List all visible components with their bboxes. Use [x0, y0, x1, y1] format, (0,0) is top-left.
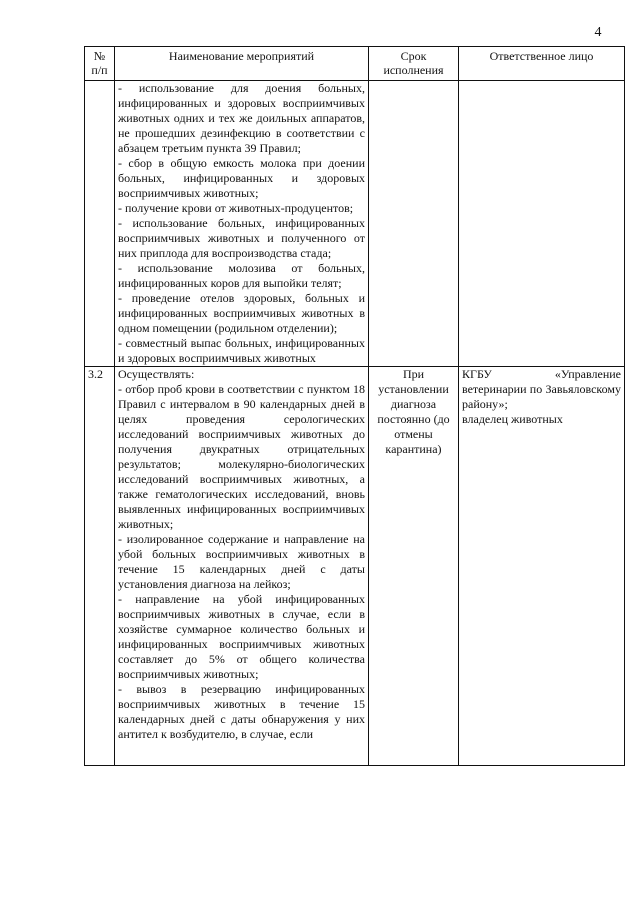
list-item: - отбор проб крови в соответствии с пунктом 18 Правил с интервалом в 90 календарных дней в целях проведения серологических исследований восприимчивых животных до получения двукратных отрицательных результатов; молекулярно-биологических исследований восприимчивых животных, а также гематологических исследований, вновь выявленных инфицированных восприимчивых животных;	[118, 382, 365, 531]
list-item: - использование для доения больных, инфицированных и здоровых восприимчивых животных одних и тех же доильных аппаратов, не прошедших дезинфекцию в соответствии с абзацем третьим пункта 39 Правил;	[118, 81, 365, 155]
header-responsible	[459, 47, 625, 81]
responsible-org: КГБУ «Управление ветеринарии по Завьяловскому району»;	[462, 367, 621, 411]
list-item: - направление на убой инфицированных восприимчивых животных в случае, если в хозяйстве суммарное количество больных и инфицированных восприимчивых животных составляет до 5% от общего количества восприимчивых животных;	[118, 592, 365, 681]
header-term-text: Срок исполнения	[383, 49, 444, 77]
cell-num-empty	[85, 81, 115, 367]
list-item: - совместный выпас больных, инфицированных и здоровых восприимчивых животных	[118, 336, 365, 365]
cell-responsible	[459, 367, 625, 766]
cell-responsible-empty	[459, 81, 625, 367]
cell-term-empty	[369, 81, 459, 367]
cell-measures	[115, 367, 369, 766]
list-item: - сбор в общую емкость молока при доении больных, инфицированных и здоровых восприимчивых животных;	[118, 156, 365, 200]
list-item: - изолированное содержание и направление на убой больных восприимчивых животных в течение 15 календарных дней с даты установления диагноза на лейкоз;	[118, 532, 365, 591]
table-row	[85, 81, 625, 367]
responsible-owner: владелец животных	[462, 412, 563, 426]
header-term	[369, 47, 459, 81]
list-item: - получение крови от животных-продуцентов;	[118, 201, 354, 215]
table-header-row	[85, 47, 625, 81]
page-number: 4	[594, 25, 602, 40]
header-num	[85, 47, 115, 81]
cell-measures-continued	[115, 81, 369, 367]
cell-num: 3.2	[85, 367, 115, 766]
table-row	[85, 367, 625, 766]
header-num-text: № п/п	[91, 49, 108, 77]
header-responsible-text: Ответственное лицо	[489, 49, 594, 63]
list-item: - использование молозива от больных, инфицированных коров для выпойки телят;	[118, 261, 365, 290]
header-name-text: Наименование мероприятий	[168, 49, 315, 63]
row-title: Осуществлять:	[118, 367, 195, 381]
measures-table	[84, 46, 625, 766]
list-item: - вывоз в резервацию инфицированных восприимчивых животных в течение 15 календарных дней с даты обнаружения у них антител к возбудителю, в случае, если	[118, 682, 365, 741]
header-name	[115, 47, 369, 81]
cell-term: При установлении диагноза постоянно (до отмены карантина)	[369, 367, 459, 766]
list-item: - проведение отелов здоровых, больных и инфицированных восприимчивых животных в одном помещении (родильном отделении);	[118, 291, 365, 335]
list-item: - использование больных, инфицированных восприимчивых животных и полученного от них приплода для воспроизводства стада;	[118, 216, 365, 260]
